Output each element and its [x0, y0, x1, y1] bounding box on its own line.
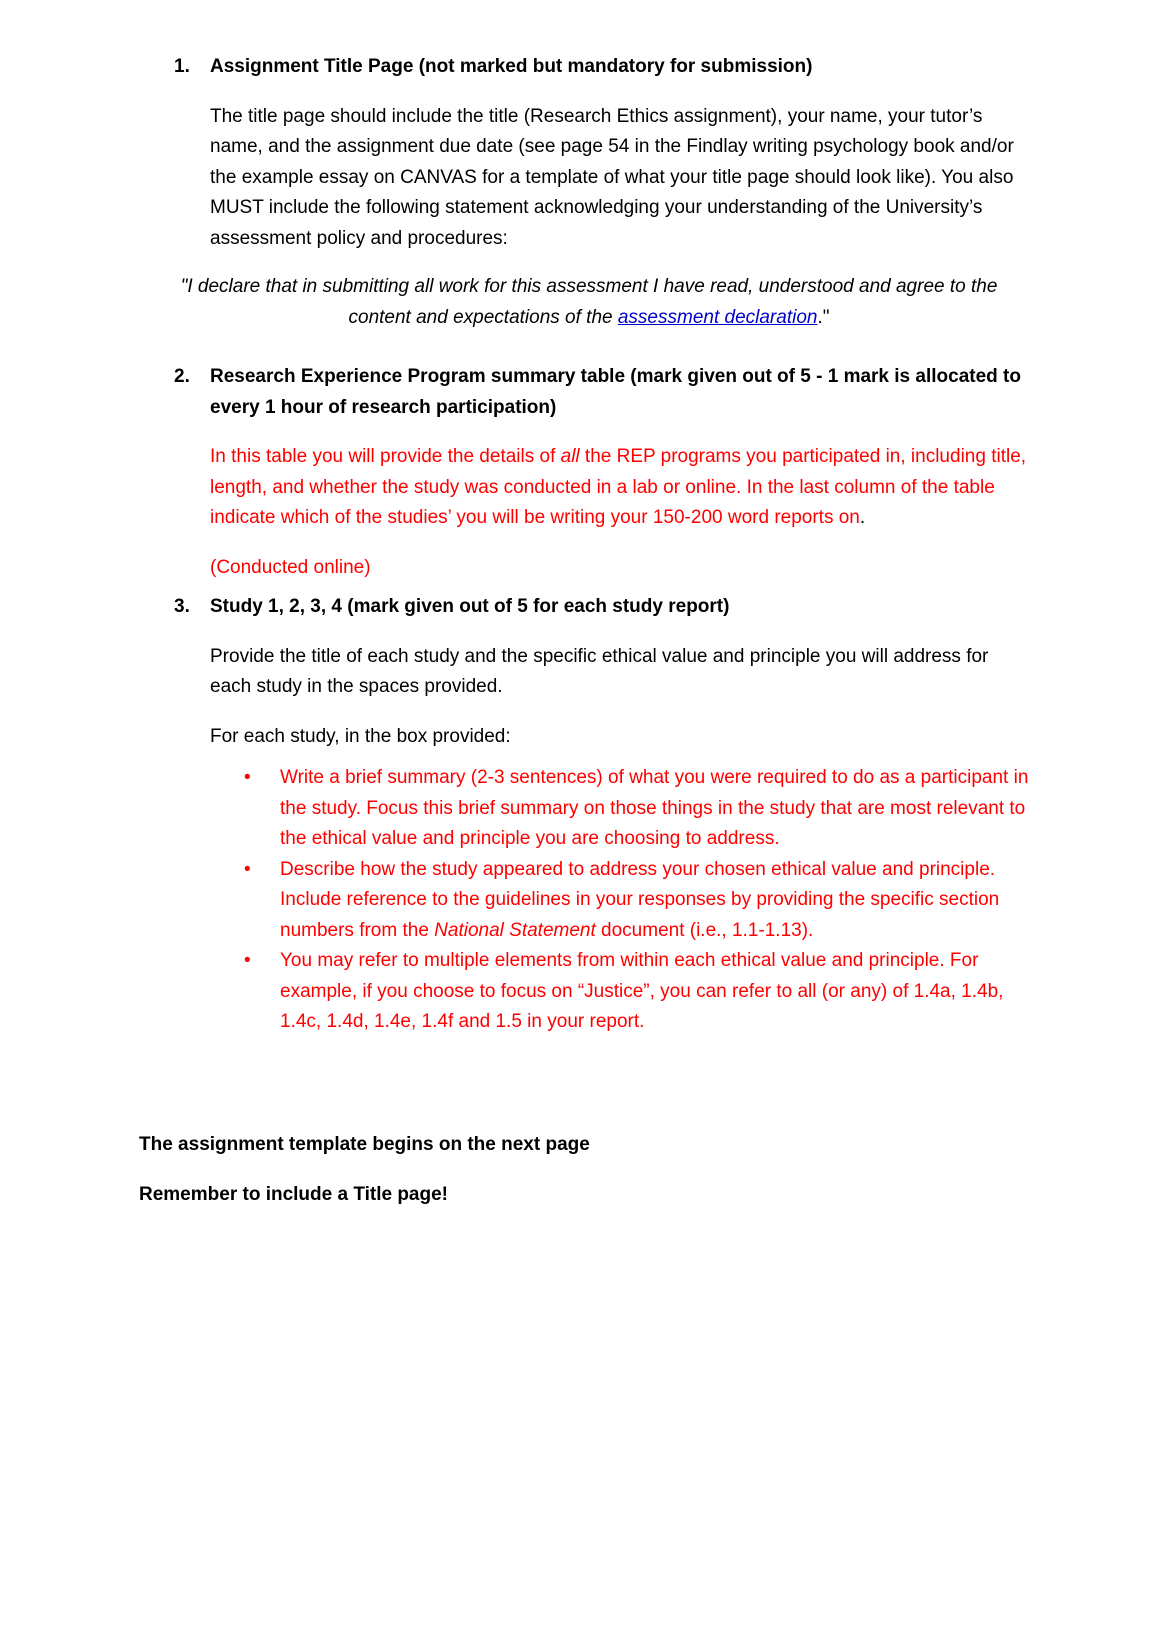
section-2-heading: [174, 362, 1034, 423]
assessment-declaration-link[interactable]: assessment declaration: [617, 306, 818, 328]
section-3-number: 3.: [174, 596, 190, 617]
section-3-paragraph-1: Provide the title of each study and the specific ethical value and principle you will address for each study in the spaces provided.: [210, 645, 989, 697]
section-2-number: 2.: [174, 366, 190, 387]
section-2-paragraph-start: In this table you will provide the details of: [210, 446, 561, 467]
template-notice: The assignment template begins on the next page: [139, 1134, 590, 1155]
bullet-dot: •: [244, 767, 251, 788]
bullet-2-end: document (i.e., 1.1-1.13).: [595, 919, 814, 941]
section-3-heading: [174, 592, 1034, 623]
section-1-heading: [174, 52, 1034, 83]
section-2: [174, 362, 1034, 583]
bullet-2-italic: National Statement: [434, 919, 596, 941]
quote-text: "I declare that in submitting all work for this assessment I have read, understood and agree to the content and expectations of the: [180, 276, 998, 328]
section-1-heading-text: Assignment Title Page (not marked but mandatory for submission): [210, 56, 813, 77]
bullet-dot: •: [244, 858, 251, 880]
section-1-number: 1.: [174, 56, 190, 77]
section-1: [174, 52, 1034, 254]
bullet-item-2: [244, 855, 1034, 947]
section-3-heading-text: Study 1, 2, 3, 4 (mark given out of 5 for each study report): [210, 596, 730, 617]
section-2-paragraph: [174, 442, 1034, 534]
bullet-list: [174, 763, 1034, 1038]
declaration-quote: [174, 272, 1004, 333]
section-2-heading-text: Research Experience Program summary table (mark given out of 5 - 1 mark is allocated to every 1 hour of research participation): [210, 366, 1021, 418]
section-2-paragraph-period: .: [859, 507, 866, 528]
bullet-1-text: Write a brief summary (2-3 sentences) of what you were required to do as a participant in the study. Focus this brief summary on those things in the study that are most relevant to the ethical value and principle you are choosing to address.: [280, 767, 1029, 849]
bullet-item-3: [244, 946, 1034, 1038]
section-1-paragraph: The title page should include the title (Research Ethics assignment), your name, your tutor’s name, and the assignment due date (see page 54 in the Findlay writing psychology book and/or the example essay on CANVAS for a template of what your title page should look like). You also MUST include the following statement acknowledging your understanding of the University’s assessment policy and procedures:: [210, 105, 1014, 249]
section-3-bullets: [174, 763, 1034, 1038]
bullet-dot: •: [244, 950, 251, 971]
bullet-item-1: [244, 763, 1034, 855]
title-page-reminder: Remember to include a Title page!: [139, 1184, 449, 1205]
section-3: [174, 592, 1034, 752]
section-2-note: (Conducted online): [210, 556, 371, 578]
section-3-paragraph-2: For each study, in the box provided:: [210, 725, 511, 747]
bullet-3-text: You may refer to multiple elements from within each ethical value and principle. For example, if you choose to focus on “Justice”, you can refer to all (or any) of 1.4a, 1.4b, 1.4c, 1.4d, 1.4e, 1.4f and 1.5 in your report.: [280, 950, 1004, 1032]
section-2-paragraph-italic: all: [560, 446, 580, 467]
quote-tail: .": [817, 306, 830, 328]
section-2-paragraph-end: the REP programs you participated in, including title, length, and whether the study was conducted in a lab or online. In the last column of the table indicate which of the studies’ you will be writing your 150-200 word reports on: [210, 446, 1027, 528]
bullet-2-start: Describe how the study appeared to address your chosen ethical value and principle. Include reference to the guidelines in your responses by providing the specific section numbers from the: [280, 858, 1000, 941]
